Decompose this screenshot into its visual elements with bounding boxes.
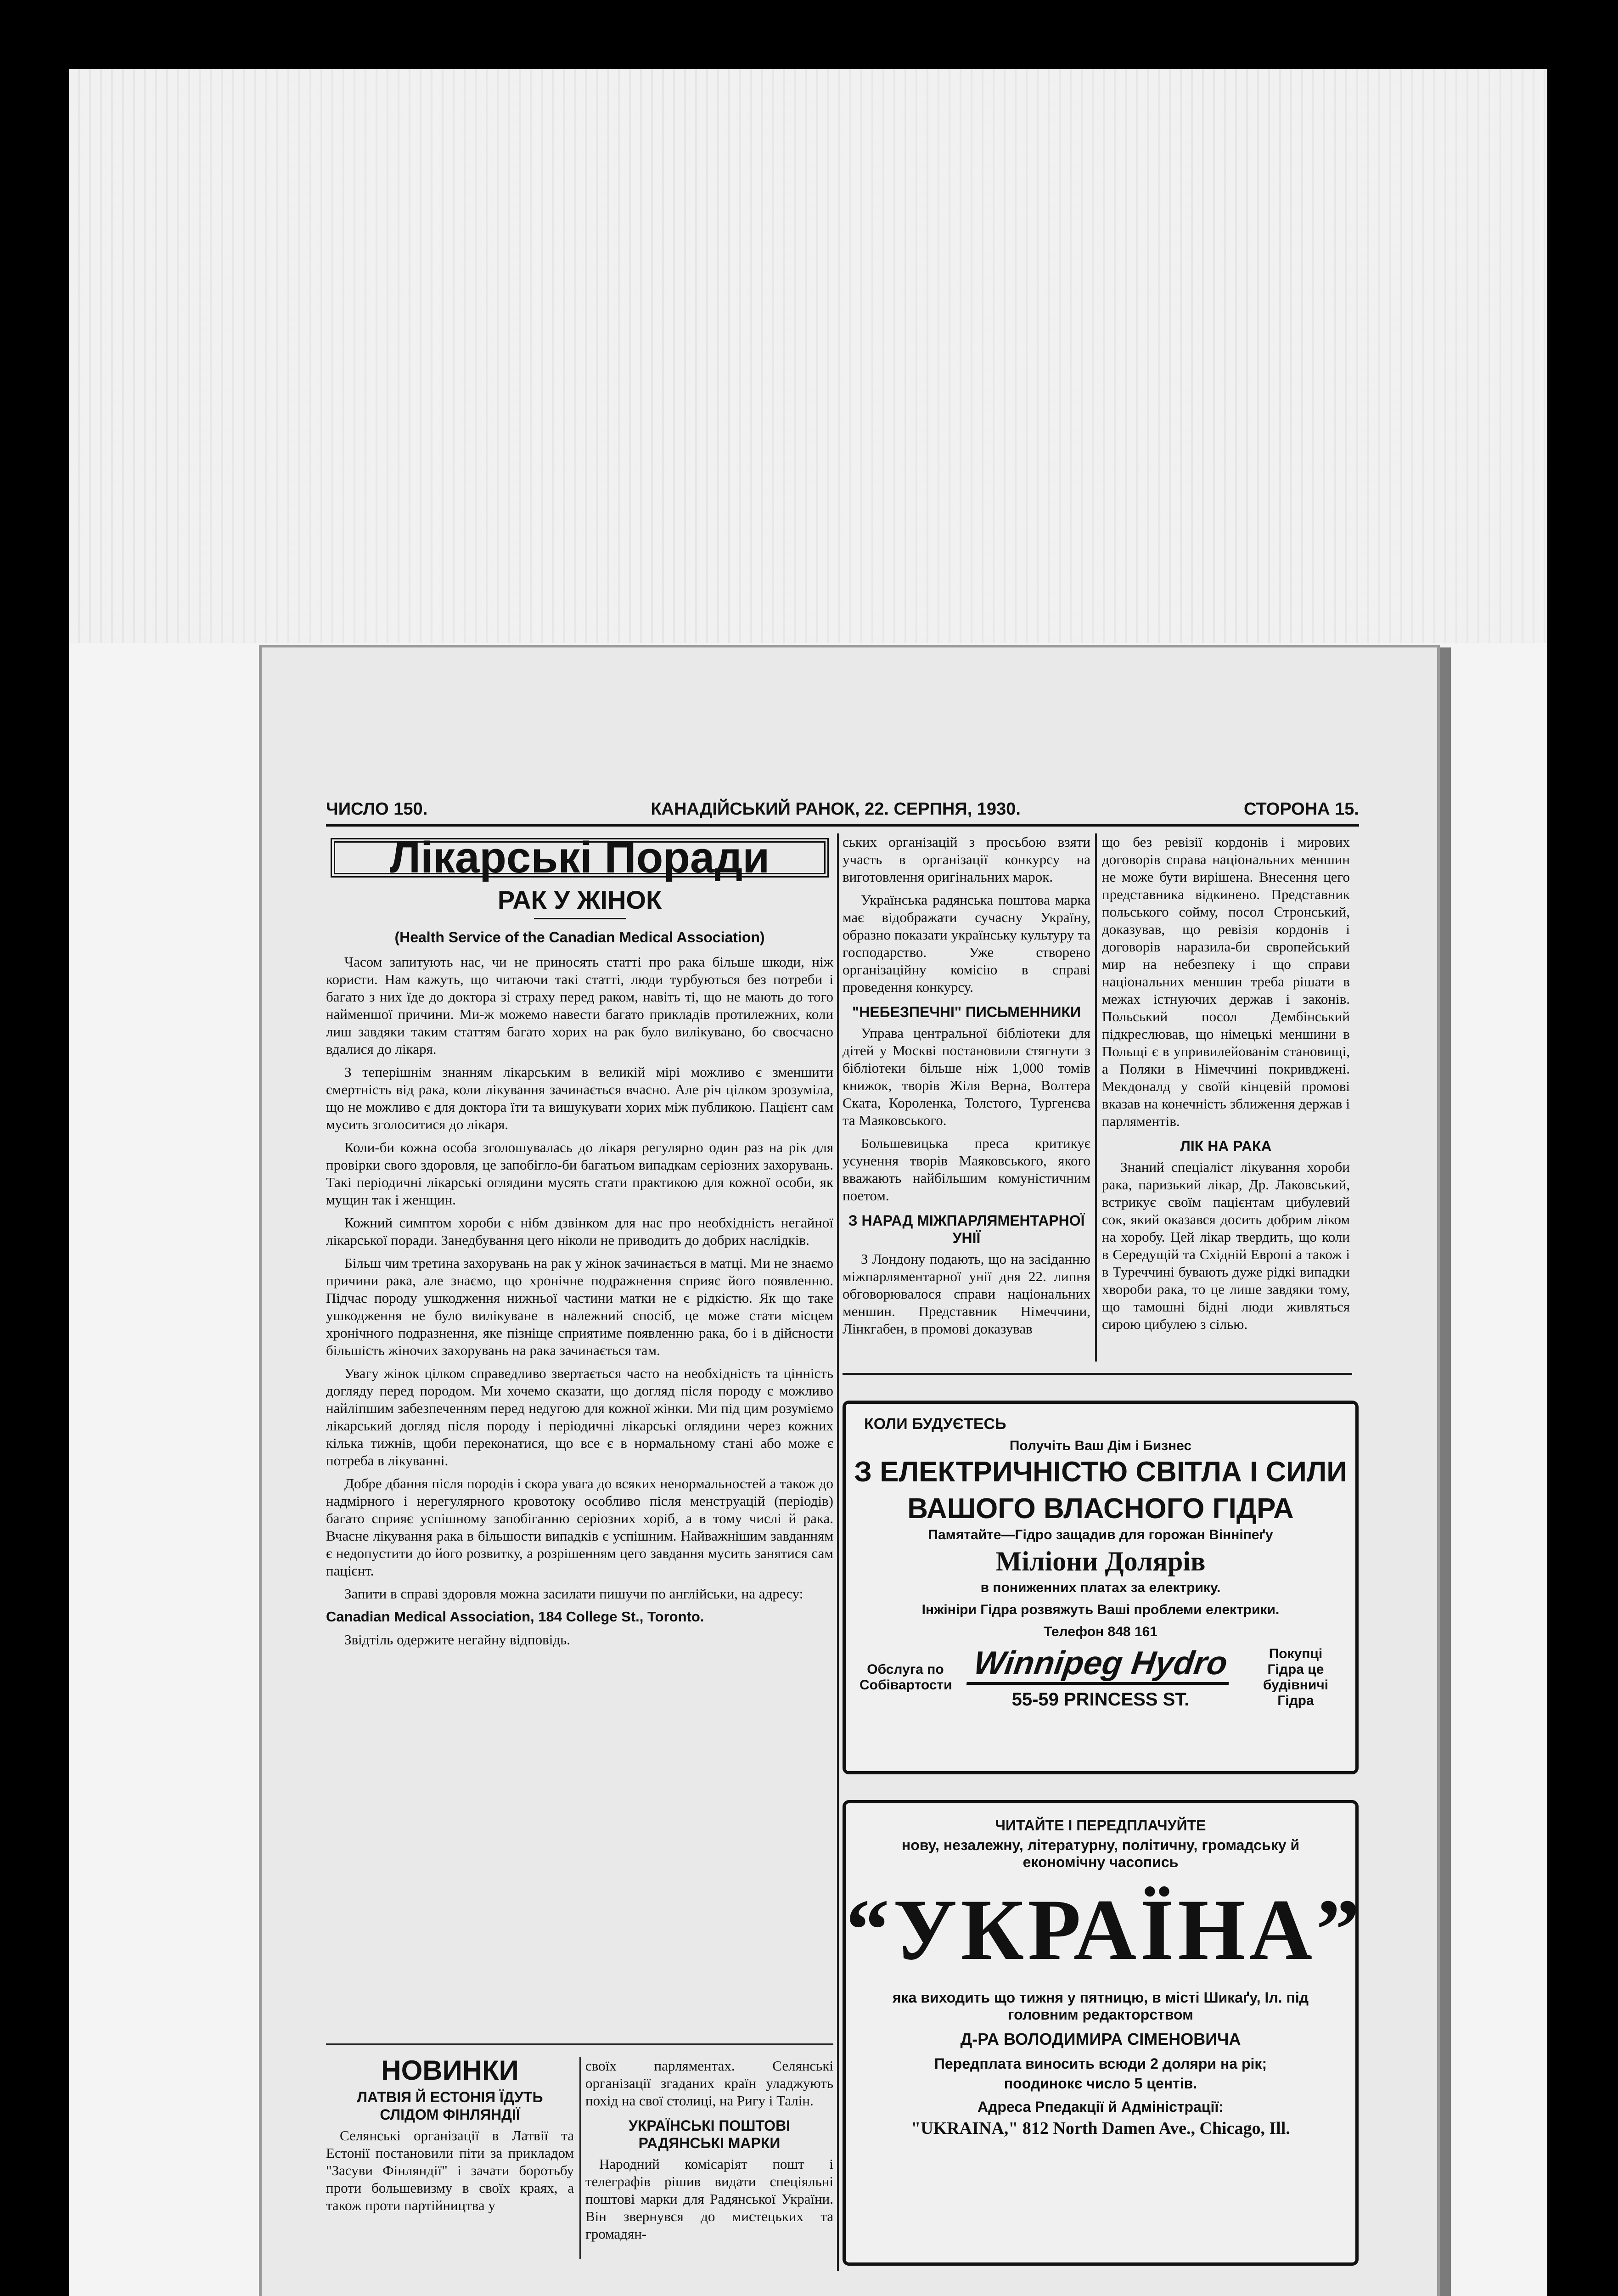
ad-line: яка виходить що тижня у пятницю, в місті Шикаґу, Іл. під головним редакторством (892, 1989, 1309, 2023)
horizontal-rule (326, 2043, 833, 2045)
news-heading: НОВИНКИ (381, 2055, 519, 2086)
ad-line: в пониженних платах за електрику. (980, 1580, 1221, 1595)
page-header (326, 799, 1359, 819)
paragraph: ських організацій з просьбою взяти участь в організації конкурсу на виготовлення оригінальних марок. (843, 834, 1090, 885)
ad-millions: Міліони Долярів (995, 1546, 1206, 1576)
ad-lead: КОЛИ БУДУЄТЕСЬ (864, 1415, 1006, 1433)
article-title: РАК У ЖІНОК (497, 885, 662, 914)
newspaper-title-date: КАНАДІЙСЬКИЙ РАНОК, 22. СЕРПНЯ, 1930. (651, 799, 1021, 819)
ad-logo-block (969, 1644, 1231, 1710)
column-divider (837, 833, 839, 2271)
paragraph: З Лондону подають, що на засіданню міжпарляментарної унії дня 22. липня обговорювалося справи національних меншин. Представник Німеччини, Лінкгабен, в промові доказував (843, 1251, 1090, 1337)
page-number: СТОРОНА 15. (1244, 799, 1359, 819)
paragraph: Народний комісаріят пошт і телеграфів рішив видати спеціяльні поштові марки для Радянської України. Він звернувся до мистецьких та громадян- (585, 2156, 833, 2242)
winnipeg-hydro-logo: Winnipeg Hydro (966, 1644, 1235, 1685)
paragraph: своїх парляментах. Селянські організації згаданих країн уладжують похід на свої столиці, на Ригу і Талін. (585, 2058, 833, 2109)
ad-phone: Телефон 848 161 (1044, 1624, 1157, 1639)
paragraph: що без ревізії кордонів і мирових договорів справа національних меншин не може бути вирішена. Внесення цего представника відкинено. Представник польського сойму, посол Стронський, доказував, що ревізія кордонів і договорів наразила-би європейський мир на небезпеку і що справи національних меншин треба рішати в межах істнуючих держав і законів. Польський посол Дембінський підкреслював, що німецькі меншини в Польщі є в упривилейованім становищі, а Поляки в Німеччині покривджені. Мекдоналд у своїй кінцевій промові вказав на конечність зближення держав і парляментів. (1102, 834, 1350, 1129)
paragraph: Більш чим третина захорувань на рак у жінок зачинається в матці. Ми не знаємо причини рака, але знаємо, що хронічне подражнення сприяє його появленню. Підчас породу ушкодження нижньої частини матки не є рідкістю. Як що таке ушкодження не було вилікуване в належний спосіб, це може стати місцем хронічного подразнення, яке пізніще сприятиме появленню рака, бо і в дійсности більшість жіночих захорувань на рака зачинається там. (326, 1255, 833, 1358)
film-background (69, 69, 1547, 643)
article-title: ЛАТВІЯ Й ЕСТОНІЯ ЇДУТЬ СЛІДОМ ФІНЛЯНДІЇ (357, 2089, 543, 2123)
issue-number: ЧИСЛО 150. (326, 799, 428, 819)
medical-advice-column (326, 833, 833, 2043)
newspaper-page (262, 647, 1437, 2296)
article-title: З НАРАД МІЖПАРЛЯМЕНТАРНОЇ УНІЇ (848, 1212, 1085, 1246)
ad-headline: З ЕЛЕКТРИЧНІСТЮ СВІТЛА І СИЛИ (854, 1456, 1347, 1488)
news-column-2 (585, 2057, 833, 2247)
paragraph: Управа центральної бібліотеки для дітей у Москві постановили стягнути з бібліотеки більше ніж 1,000 томів книжок, творів Жіля Верна, Волтера Ската, Короленка, Толстого, Тургенєва та Маяковського. (843, 1025, 1090, 1128)
middle-column (843, 833, 1090, 1362)
right-column (1102, 833, 1350, 1362)
ad-address: "UKRAINA," 812 North Damen Ave., Chicago, Ill. (911, 2119, 1290, 2138)
ad-address: 55-59 PRINCESS ST. (1011, 1689, 1190, 1710)
paragraph: Коли-би кожна особа зголошувалась до лікаря регулярно один раз на рік для провірки свого здоровля, це запобігло-би багатьом випадкам серіозних захорувань. Такі періодичні лікарські оглядини мусять стати практикою для кожної особи, як мущин так і женщин. (326, 1139, 833, 1208)
ad-note-left: Обслуга по Собівартости (860, 1661, 952, 1693)
column-divider (579, 2057, 581, 2259)
ad-editor: Д-РА ВОЛОДИМИРА СІМЕНОВИЧА (960, 2030, 1241, 2048)
article-title: ЛІК НА РАКА (1180, 1138, 1272, 1154)
ad-note-right: Покупці Гідра це будівничі Гідра (1263, 1646, 1329, 1708)
horizontal-rule (843, 1373, 1352, 1375)
paragraph: З теперішнім знанням лікарським в великій мірі можливо є зменшити смертність від рака, коли лікування зачинається вчасно. Але річ цілком зрозуміла, що не можливо є для доктора їти та вишукувати хорих між публикою. Пацієнт сам мусить зголоситися до лікаря. (326, 1064, 833, 1132)
paragraph: Добре дбання після породів і скора увага до всяких ненормальностей а також до надмірного і нерегулярного кровотоку особливо після менструацій (періодів) багато сприяє успішному запобіганню серіозних хоріб, а в тому числі й рака. Вчасне лікування рака в більшости випадків є успішним. Найважнішим завданням є недопустити до його розвитку, а розрішенням цего завдання мусить занятися сам пацієнт. (326, 1475, 833, 1579)
paragraph: Запити в справі здоровля можна засилати пишучи по англійськи, на адресу: (344, 1586, 803, 1602)
ad-headline: ВАШОГО ВЛАСНОГО ГІДРА (907, 1493, 1294, 1525)
winnipeg-hydro-ad (843, 1401, 1359, 1774)
ad-line: Памятайте—Гідро защадив для горожан Вінніпеґу (928, 1527, 1273, 1542)
closing-note: Звідтіль одержите негайну відповідь. (344, 1632, 571, 1648)
ad-price: поодинокє число 5 центів. (1004, 2075, 1197, 2092)
ad-newspaper-name: “УКРАЇНА” (846, 1882, 1364, 1978)
ad-line: Получіть Ваш Дім і Бизнес (1009, 1438, 1192, 1453)
paragraph: Большевицька преса критикує усунення творів Маяковського, якого вважають найбільшим комуністичним поетом. (843, 1135, 1090, 1204)
paragraph: Знаний спеціаліст лікування хороби рака, паризький лікар, Др. Лаковський, встрикує своїм пацієнтам цибулевий сок, який оказався досить добрим ліком на хоробу. Цей лікар твердить, що коли в Середущій та Східній Европі а також і в Туреччині бувають дуже рідкі випадки хвороби рака, то це лише завдяки тому, що тамошні бідні люди живляться сирою цибулею з сілью. (1102, 1159, 1350, 1332)
paragraph: Селянські організації в Латвії та Естонії постановили піти за прикладом "Засуви Фінляндії" і зачати боротьбу проти большевизму в своїх краях, а також проти партійництва у (326, 2127, 574, 2213)
paragraph: Увагу жінок цілком справедливо звертається часто на необхідність та цінність догляду перед породом. Ми хочемо сказати, що догляд після породу є можливо найліпшим забезпеченням перед недугою для кожної жінки. Ми під цим розуміємо лікарський догляд після породу і періодичні лікарські оглядини через кожних кілька тижнів, щоби переконатися, що все є в нормальному стані або може є потреба в лікуванні. (326, 1365, 833, 1469)
association-address: Canadian Medical Association, 184 College St., Toronto. (326, 1609, 704, 1625)
paragraph: Українська радянська поштова марка має відображати сучасну Україну, образно показати українську культуру та господарство. Уже створено організаційну комісію в справі проведення конкурсу. (843, 892, 1090, 995)
title-rule (534, 918, 626, 919)
ad-lead: ЧИТАЙТЕ І ПЕРЕДПЛАЧУЙТЕ (995, 1817, 1206, 1834)
article-title: УКРАЇНСЬКІ ПОШТОВІ РАДЯНСЬКІ МАРКИ (628, 2117, 791, 2151)
column-divider (1095, 833, 1097, 1362)
microfilm-frame (69, 69, 1547, 2296)
ad-address-label: Адреса Рпедакції й Адміністрації: (977, 2099, 1224, 2115)
news-column-1 (326, 2057, 574, 2219)
page-content (326, 799, 1364, 2287)
news-section (326, 2057, 833, 2268)
ad-footer (846, 1640, 1355, 1710)
header-rule (326, 824, 1359, 827)
article-source: (Health Service of the Canadian Medical Association) (394, 929, 765, 945)
ad-line: Інжініри Гідра розвяжуть Ваші проблеми електрики. (921, 1602, 1280, 1617)
paragraph: Часом запитують нас, чи не приносять статті про рака більше шкоди, ніж користи. Нам кажуть, що читаючи такі статті, люди турбуються без потреби і багато з них їде до доктора зі страху перед раком, навіть ті, що не мають до того найменшої причини. Ми-ж можемо навести багато прикладів протилежних, коли лиш завдяки таким статтям багато хорих на рак було вилікувано, бо своєчасно вдалися до лікаря. (326, 954, 833, 1057)
ukraina-newspaper-ad (843, 1800, 1364, 2266)
paragraph: Кожний симптом хороби є нібм дзвінком для нас про необхідність негайної лікарської поради. Занедбування цего ніколи не приводить до добрих наслідків. (326, 1215, 833, 1248)
article-title: "НЕБЕЗПЕЧНІ" ПИСЬМЕННИКИ (852, 1004, 1081, 1020)
ad-description: нову, незалежну, літературну, політичну, громадську й економічну часопись (901, 1837, 1300, 1870)
section-masthead: Лікарські Поради (331, 838, 829, 878)
ad-price: Передплата виносить всюди 2 доляри на рік; (934, 2055, 1267, 2072)
